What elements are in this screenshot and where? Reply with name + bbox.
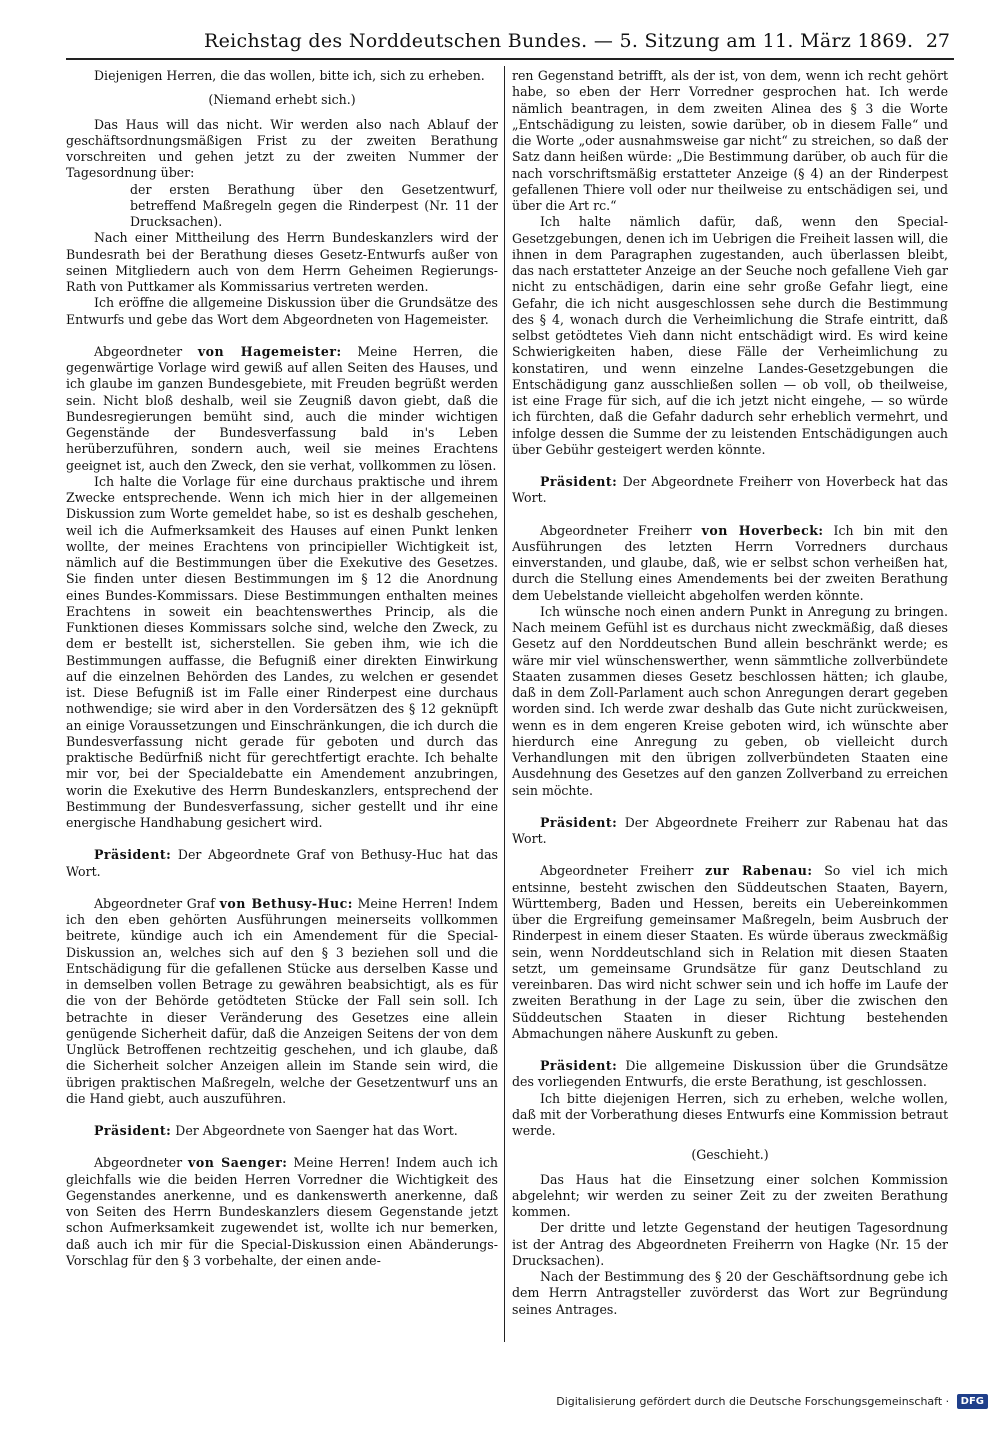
speaker-paragraph <box>66 1123 498 1139</box>
speaker-name: Präsident: <box>94 847 172 863</box>
paragraph: Nach einer Mittheilung des Herrn Bundeskanzlers wird der Bundesrath bei der Berathung dieses Gesetz-Entwurfs außer von seinen Mitgliedern auch von dem Herrn Geheimen Regierungs-Rath von Puttkamer als Kommissarius vertreten werden. <box>66 230 498 294</box>
speaker-prefix: Abgeordneter <box>94 1155 189 1171</box>
speaker-prefix: Abgeordneter Graf <box>94 895 220 911</box>
speech-text: Der Abgeordnete Freiherr zur Rabenau hat das Wort. <box>512 814 948 846</box>
paragraph: Ich wünsche noch einen andern Punkt in Anregung zu bringen. Nach meinem Gefühl ist es durchaus nicht zweckmäßig, daß dieses Gesetz auf den Norddeutschen Bund allein beschränkt werde; es wäre mir viel wünschenswerther, wenn sämmtliche zollverbündete Staaten zusammen dieses Gesetz beschlossen hätten; ich glaube, daß in dem Zoll-Parlament auch schon Anregungen derart gegeben worden sind. Ich werde zwar deshalb das Gute nicht zurückweisen, wenn es in dem engeren Kreise geboten wird, ich wünschte aber hierdurch eine Anregung zu geben, ob vielleicht durch Verhandlungen mit den übrigen zollverbündeten Staaten eine Ausdehnung des Gesetzes auf den ganzen Zollverband zu erreichen sein möchte. <box>512 603 948 798</box>
funding-credit: Digitalisierung gefördert durch die Deutsche Forschungsgemeinschaft <box>556 1394 943 1408</box>
stage-direction: (Niemand erhebt sich.) <box>208 92 356 108</box>
speech-text: Meine Herren, die gegenwärtige Vorlage wird gewiß auf allen Seiten des Hauses, und ich glaube im ganzen Bundesgebiete, mit Freuden begrüßt werden sein. Nicht bloß deshalb, weil sie Zeugniß davon giebt, daß die Bundesregierungen bemüht sind, auch die minder wichtigen Gegenstände der Bundesverfassung bald in's Leben herüberzuführen, sondern auch, weil sie meines Erachtens geeignet ist, auch den Zweck, den sie verhat, vollkommen zu lösen. <box>66 343 498 473</box>
speaker-name: Präsident: <box>540 814 618 830</box>
speaker-paragraph <box>512 863 948 1042</box>
speaker-name: Präsident: <box>94 1123 172 1138</box>
speaker-paragraph <box>512 523 948 604</box>
speaker-paragraph <box>512 1058 948 1091</box>
speech-text: Der Abgeordnete Freiherr von Hoverbeck hat das Wort. <box>512 474 948 506</box>
speaker-paragraph <box>66 847 498 880</box>
column-divider <box>504 66 505 1342</box>
paragraph: Ich halte die Vorlage für eine durchaus praktische und ihrem Zwecke entsprechende. Wenn ich mich hier in der allgemeinen Diskussion zum Worte gemeldet habe, so ist es deshalb geschehen, weil ich die Aufmerksamkeit des Hauses auf einen Punkt lenken wollte, der meines Erachtens von principieller Wichtigkeit ist, nämlich auf die Bestimmungen über die Exekutive des Gesetzes. Sie finden unter diesen Bestimmungen im § 12 die Anordnung eines Bundes-Kommissars. Diese Bestimmungen enthalten meines Erachtens in soweit ein beachtenswerthes Princip, als die Funktionen dieses Kommissars solche sind, welche den Zweck, zu dem er bestellt ist, sicherstellen. Sie geben ihm, wie ich die Bestimmungen auffasse, die Befugniß einer direkten Einwirkung auf die einzelnen Behörden des Landes, zu welchen er gesendet ist. Diese Befugniß ist im Falle einer Rinderpest eine durchaus nothwendige; sie wird aber in den Vordersätzen des § 12 geknüpft an einige Voraussetzungen und Einschränkungen, die ich durch die Bundesverfassung nicht gerade für geboten und durch das praktische Bedürfniß nicht für gerechtfertigt erachte. Ich behalte mir vor, bei der Specialdebatte ein Amendement anzubringen, worin die Exekutive des Herrn Bundeskanzlers, entsprechend der Bestimmung der Bundesverfassung, sicher gestellt und ihr eine energische Handhabung gesichert wird. <box>66 473 498 830</box>
speaker-paragraph <box>66 896 498 1107</box>
agenda-item: der ersten Berathung über den Gesetzentwurf, betreffend Maßregeln gegen die Rinderpest (Nr. 11 der Drucksachen). <box>130 181 498 229</box>
paragraph: Diejenigen Herren, die das wollen, bitte ich, sich zu erheben. <box>94 68 485 83</box>
right-column <box>512 68 948 1318</box>
speaker-prefix: Abgeordneter Freiherr <box>540 522 702 538</box>
paragraph: Der dritte und letzte Gegenstand der heutigen Tagesordnung ist der Antrag des Abgeordneten Freiherrn von Hagke (Nr. 15 der Drucksachen). <box>512 1220 948 1268</box>
speaker-name: von Saenger: <box>188 1155 288 1171</box>
paragraph: Nach der Bestimmung des § 20 der Geschäftsordnung gebe ich dem Herrn Antragsteller zuvörderst das Wort zur Begründung seines Antrages. <box>512 1269 948 1317</box>
speaker-name: von Hoverbeck: <box>701 522 824 538</box>
speech-text: Meine Herren! Indem auch ich gleichfalls wie die beiden Herren Vorredner die Wichtigkeit des Gegenstandes anerkenne, und es dankenswerth anerkenne, daß von Seiten des Herrn Bundeskanzlers diesem Gegenstande jetzt schon Aufmerksamkeit zugewendet ist, wollte ich nur bemerken, daß auch ich mir für die Special-Diskussion einen Abänderungs-Vorschlag für den § 3 vorbehalte, der einen ande- <box>66 1155 498 1268</box>
speaker-paragraph <box>512 474 948 507</box>
speaker-name: von Hagemeister: <box>197 343 342 359</box>
speech-text: Der Abgeordnete Graf von Bethusy-Huc hat das Wort. <box>66 847 498 879</box>
dfg-logo: DFG <box>957 1394 988 1409</box>
paragraph: ren Gegenstand betrifft, als der ist, von dem, wenn ich recht gehört habe, so eben der Herr Vorredner gesprochen hat. Ich werde nämlich beantragen, in dem zweiten Alinea des § 3 die Worte „Entschädigung zu leisten, sowie darüber, ob in diesem Falle“ und die Worte „oder ausnahmsweise gar nicht“ zu streichen, so daß der Satz dann heißen würde: „Die Bestimmung darüber, ob auch für die nach vorschriftsmäßig erstatteter Anzeige (§ 4) an der Rinderpest gefallenen Thiere voll oder nur theilweise zu entschädigen sei, und über die Art rc.“ <box>512 68 948 213</box>
speaker-name: zur Rabenau: <box>705 863 813 879</box>
speaker-paragraph <box>512 815 948 848</box>
speech-text: Der Abgeordnete von Saenger hat das Wort. <box>171 1123 458 1138</box>
speaker-paragraph <box>66 344 498 474</box>
paragraph: Ich eröffne die allgemeine Diskussion über die Grundsätze des Entwurfs und gebe das Wort dem Abgeordneten von Hagemeister. <box>66 295 498 327</box>
speech-text: So viel ich mich entsinne, besteht zwischen den Süddeutschen Staaten, Bayern, Württemberg, Baden und Hessen, bereits ein Uebereinkommen über die Ergreifung gemeinsamer Maßregeln, beim Ausbruch der Rinderpest in einem dieser Staaten. Es würde überaus zweckmäßig sein, wenn Norddeutschland sich in Relation mit diesen Staaten setzt, um gemeinsame Grundsätze für ganz Deutschland zu vereinbaren. Das wird nicht schwer sein und ich hoffe im Laufe der zweiten Berathung in der Lage zu sein, über die zwischen den Süddeutschen Staaten in dieser Richtung bestehenden Abmachungen nähere Auskunft zu geben. <box>512 863 948 1041</box>
speech-text: Meine Herren! Indem ich den eben gehörten Ausführungen meinerseits vollkommen beitrete, kündige auch ich ein Amendement für die Special-Diskussion an, welches sich auf den § 3 beziehen soll und die Entschädigung für die gefallenen Stücke aus derselben Kasse und in demselben vollen Betrage zu gewähren beabsichtigt, als es für die von der Behörde getödteten Stücke der Fall sein soll. Ich betrachte in dieser Veränderung des Gesetzes eine allein genügende Sicherheit dafür, daß die Anzeigen Seitens der von dem Unglück Betroffenen rechtzeitig geschehen, und ich glaube, daß die Sicherheit solcher Anzeigen allein im Stande sein wird, die übrigen praktischen Maßregeln, welche der Gesetzentwurf uns an die Hand giebt, auch auszuführen. <box>66 895 499 1106</box>
speech-text: Ich bin mit den Ausführungen des letzten Herrn Vorredners durchaus einverstanden, und glaube, daß, wie er selbst schon verheißen hat, durch die Stellung eines Amendements bei der zweiten Berathung dem Uebelstande vielleicht abgeholfen werden könnte. <box>512 522 948 603</box>
speaker-name: Präsident: <box>540 474 618 489</box>
page-number: 27 <box>925 30 950 52</box>
speech-text: Die allgemeine Diskussion über die Grundsätze des vorliegenden Entwurfs, die erste Berathung, ist geschlossen. <box>512 1058 948 1090</box>
running-title: Reichstag des Norddeutschen Bundes. — 5. Sitzung am 11. März 1869. <box>204 30 914 52</box>
left-column <box>66 68 498 1269</box>
paragraph: Das Haus will das nicht. Wir werden also nach Ablauf der geschäftsordnungsmäßigen Frist zu der zweiten Berathung vorschreiten und gehen jetzt zu der zweiten Nummer der Tagesordnung über: <box>66 116 498 181</box>
speaker-name: Präsident: <box>540 1058 618 1073</box>
paragraph: Ich bitte diejenigen Herren, sich zu erheben, welche wollen, daß mit der Vorberathung dieses Entwurfs eine Kommission betraut werde. <box>512 1090 948 1138</box>
speaker-prefix: Abgeordneter <box>94 343 198 359</box>
footer: Digitalisierung gefördert durch die Deutsche Forschungsgemeinschaft · DFG <box>556 1390 988 1412</box>
page-header <box>66 28 954 60</box>
speaker-name: von Bethusy-Huc: <box>219 895 353 911</box>
paragraph: Das Haus hat die Einsetzung einer solchen Kommission abgelehnt; wir werden zu seiner Zeit zu der zweiten Berathung kommen. <box>512 1171 948 1219</box>
speaker-prefix: Abgeordneter Freiherr <box>540 863 706 879</box>
speaker-paragraph <box>66 1155 498 1269</box>
paragraph: Ich halte nämlich dafür, daß, wenn den Special-Gesetzgebungen, denen ich im Uebrigen die Freiheit lassen will, die ihnen in dem Paragraphen zugestanden, auch überlassen bleibt, das nach erstatteter Anzeige an der Seuche noch gefallene Vieh gar nicht zu entschädigen, darin eine sehr große Gefahr liegt, eine Gefahr, die ich nicht ausgeschlossen sehe durch die Bestimmung des § 4, wonach durch die Verheimlichung die Strafe eintritt, daß selbst getödtetes Vieh dann nicht entschädigt wird. Es wird keine Schwierigkeiten haben, diese Fälle der Verheimlichung zu konstatiren, und wenn einzelne Landes-Gesetzgebungen die Entschädigung ganz ausschließen sollen — ob voll, ob theilweise, ist eine Frage für sich, auf die ich jetzt nicht eingehe, — so würde ich fürchten, daß die Gefahr dadurch sehr erheblich vermehrt, und infolge dessen die Summe der zu leistenden Entschädigungen auch über Gebühr gesteigert werden könnte. <box>512 214 948 457</box>
stage-direction: (Geschieht.) <box>691 1147 769 1163</box>
